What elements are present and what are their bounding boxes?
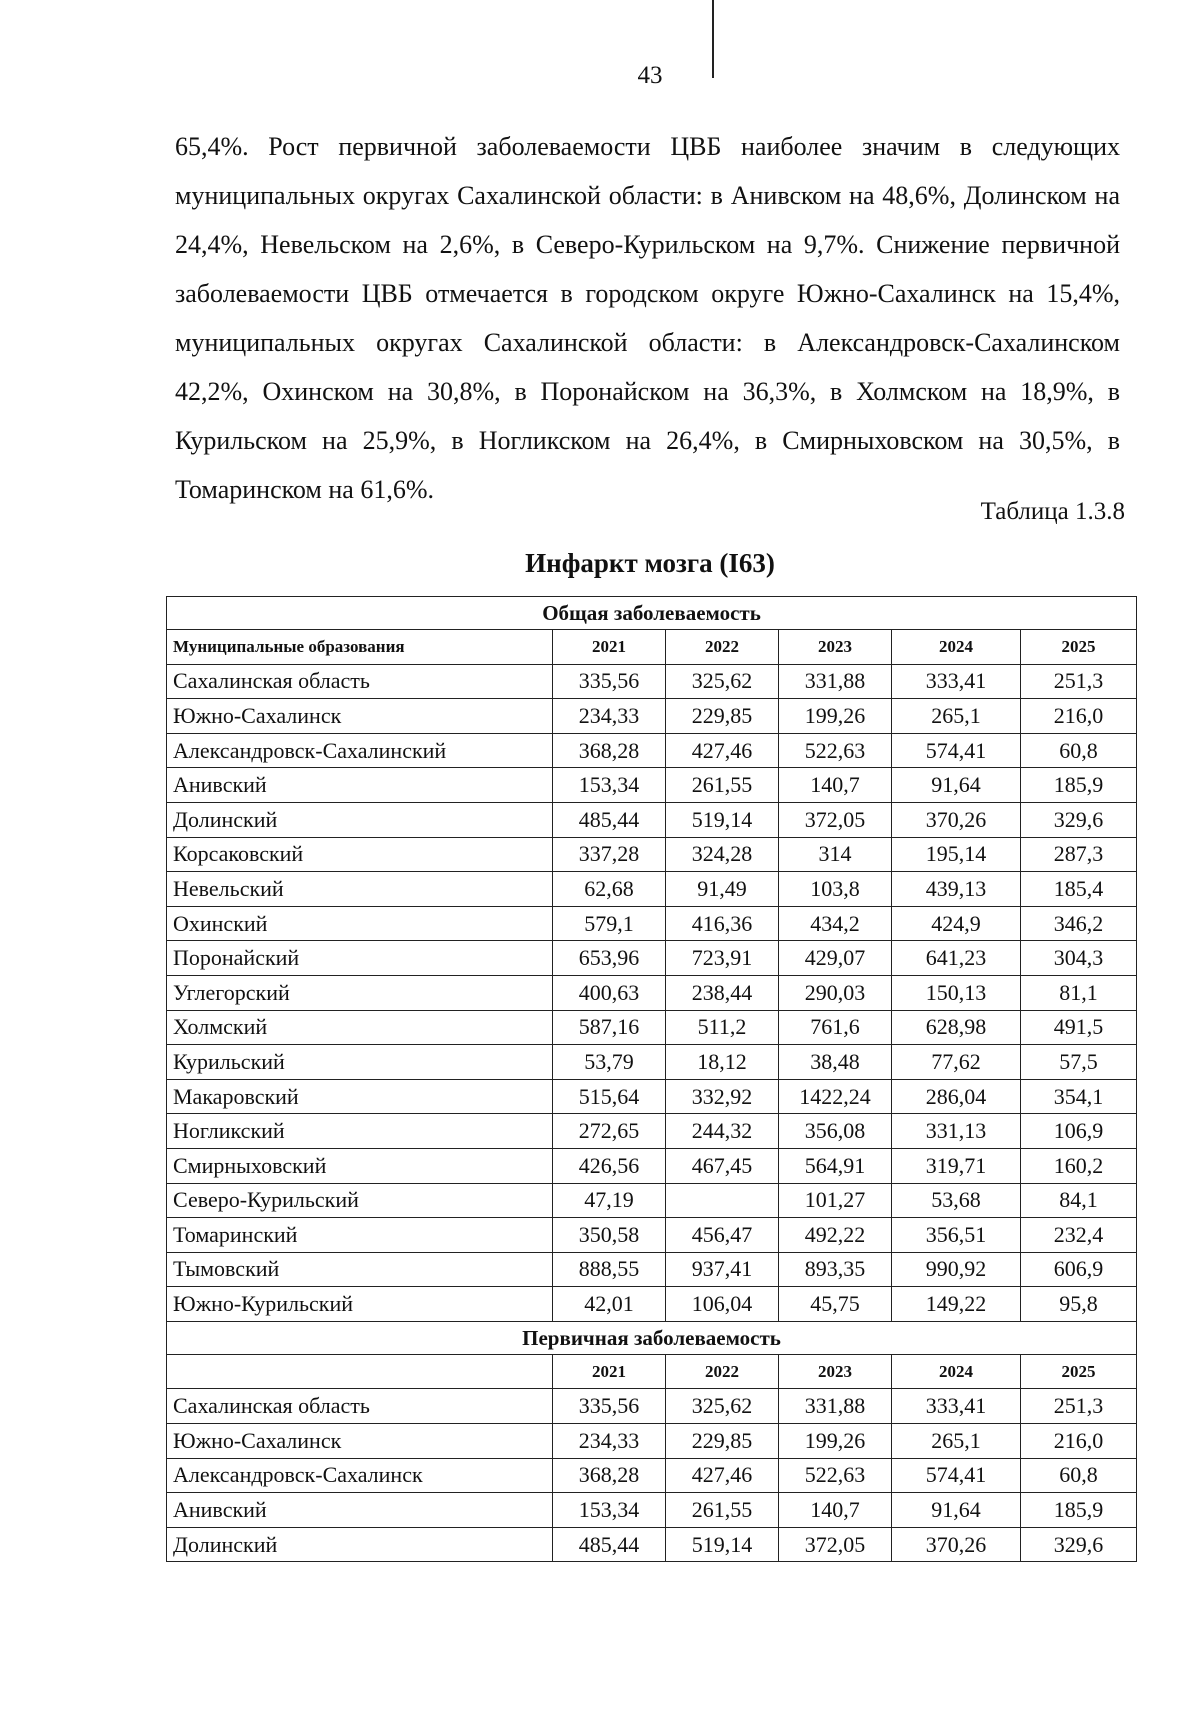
table-cell-value: 492,22 [779,1218,892,1253]
table-cell-value: 150,13 [892,975,1021,1010]
header-row [167,1354,1137,1389]
table-cell-value: 372,05 [779,1527,892,1562]
table-cell-value: 424,9 [892,906,1021,941]
table-cell-value: 140,7 [779,768,892,803]
table-cell-value: 335,56 [553,664,666,699]
table-row [167,1079,1137,1114]
section-title: Общая заболеваемость [167,597,1137,630]
table-cell-value: 229,85 [666,699,779,734]
table-cell-value: 60,8 [1021,1458,1137,1493]
table-cell-value: 335,56 [553,1389,666,1424]
table-cell-value: 331,88 [779,1389,892,1424]
column-header-year: 2023 [779,630,892,665]
table-cell-value: 272,65 [553,1114,666,1149]
table-row [167,664,1137,699]
row-municipality-name: Поронайский [167,941,553,976]
table-cell-value: 427,46 [666,1458,779,1493]
column-header-municipality: Муниципальные образования [167,630,553,665]
table-cell-value: 564,91 [779,1148,892,1183]
column-header-year: 2021 [553,1354,666,1389]
table-cell-value: 331,88 [779,664,892,699]
table-row [167,1010,1137,1045]
table-cell-value: 439,13 [892,872,1021,907]
section-title-row [167,1321,1137,1354]
table-cell-value: 84,1 [1021,1183,1137,1218]
table-cell-value: 346,2 [1021,906,1137,941]
table-cell-value: 491,5 [1021,1010,1137,1045]
table-cell-value: 91,64 [892,768,1021,803]
table-row [167,768,1137,803]
row-municipality-name: Корсаковский [167,837,553,872]
column-header-year: 2023 [779,1354,892,1389]
table-cell-value: 265,1 [892,699,1021,734]
table-cell-value: 77,62 [892,1045,1021,1080]
row-municipality-name: Южно-Курильский [167,1287,553,1322]
table-cell-value: 53,68 [892,1183,1021,1218]
table-cell-value: 185,4 [1021,872,1137,907]
table-cell-value: 287,3 [1021,837,1137,872]
table-row [167,1148,1137,1183]
table-cell-value: 251,3 [1021,664,1137,699]
table-cell-value: 937,41 [666,1252,779,1287]
table-cell-value: 761,6 [779,1010,892,1045]
table-cell-value: 427,46 [666,733,779,768]
table-cell-value: 91,64 [892,1493,1021,1528]
table-cell-value: 319,71 [892,1148,1021,1183]
table-cell-value: 606,9 [1021,1252,1137,1287]
table-row [167,1458,1137,1493]
incidence-table-body [167,597,1137,1562]
table-cell-value: 370,26 [892,1527,1021,1562]
table-cell-value: 62,68 [553,872,666,907]
section-title: Первичная заболеваемость [167,1321,1137,1354]
row-municipality-name: Ногликский [167,1114,553,1149]
column-header-year: 2022 [666,630,779,665]
row-municipality-name: Томаринский [167,1218,553,1253]
header-row [167,630,1137,665]
table-cell-value: 57,5 [1021,1045,1137,1080]
column-header-year: 2025 [1021,1354,1137,1389]
table-cell-value: 1422,24 [779,1079,892,1114]
table-cell-value: 519,14 [666,1527,779,1562]
table-cell-value: 234,33 [553,1424,666,1459]
table-cell-value: 91,49 [666,872,779,907]
table-cell-value: 332,92 [666,1079,779,1114]
table-cell-value: 723,91 [666,941,779,976]
table-cell-value: 251,3 [1021,1389,1137,1424]
table-cell-value: 304,3 [1021,941,1137,976]
table-cell-value: 579,1 [553,906,666,941]
row-municipality-name: Углегорский [167,975,553,1010]
table-cell-value: 106,9 [1021,1114,1137,1149]
table-row [167,802,1137,837]
row-municipality-name: Анивский [167,1493,553,1528]
table-cell-value: 261,55 [666,768,779,803]
table-cell-value: 333,41 [892,664,1021,699]
table-cell-value: 95,8 [1021,1287,1137,1322]
table-cell-value: 485,44 [553,1527,666,1562]
table-cell-value: 511,2 [666,1010,779,1045]
table-cell-value: 356,08 [779,1114,892,1149]
table-cell-value: 149,22 [892,1287,1021,1322]
table-cell-value: 356,51 [892,1218,1021,1253]
table-row [167,1183,1137,1218]
table-cell-value: 888,55 [553,1252,666,1287]
table-cell-value: 628,98 [892,1010,1021,1045]
table-cell-value: 372,05 [779,802,892,837]
table-cell-value: 354,1 [1021,1079,1137,1114]
row-municipality-name: Александровск-Сахалинск [167,1458,553,1493]
table-cell-value: 329,6 [1021,802,1137,837]
column-header-year: 2025 [1021,630,1137,665]
row-municipality-name: Анивский [167,768,553,803]
table-cell-value: 325,62 [666,664,779,699]
row-municipality-name: Охинский [167,906,553,941]
table-cell-value: 426,56 [553,1148,666,1183]
table-cell-value: 434,2 [779,906,892,941]
table-cell-value: 574,41 [892,733,1021,768]
table-cell-value: 185,9 [1021,768,1137,803]
table-cell-value: 238,44 [666,975,779,1010]
table-cell-value: 368,28 [553,733,666,768]
column-header-municipality [167,1354,553,1389]
table-cell-value: 140,7 [779,1493,892,1528]
table-cell-value: 368,28 [553,1458,666,1493]
table-cell-value: 467,45 [666,1148,779,1183]
table-cell-value: 199,26 [779,1424,892,1459]
section-title-row [167,597,1137,630]
table-row [167,1045,1137,1080]
table-cell-value: 53,79 [553,1045,666,1080]
table-cell-value: 522,63 [779,1458,892,1493]
table-cell-value: 234,33 [553,699,666,734]
table-cell-value: 337,28 [553,837,666,872]
table-cell-value: 325,62 [666,1389,779,1424]
row-municipality-name: Холмский [167,1010,553,1045]
table-row [167,1389,1137,1424]
table-caption: Таблица 1.3.8 [980,498,1125,525]
table-cell-value: 232,4 [1021,1218,1137,1253]
row-municipality-name: Курильский [167,1045,553,1080]
body-paragraph: 65,4%. Рост первичной заболеваемости ЦВБ наиболее значим в следующих муниципальных округах Сахалинской области: в Анивском на 48,6%, Долинском на 24,4%, Невельском на 2,6%, в Северо-Курильском на 9,7%. Снижение первичной заболеваемости ЦВБ отмечается в городском округе Южно-Сахалинск на 15,4%, муниципальных округах Сахалинской области: в Александровск-Сахалинском 42,2%, Охинском на 30,8%, в Поронайском на 36,3%, в Холмском на 18,9%, в Курильском на 25,9%, в Ногликском на 26,4%, в Смирныховском на 30,5%, в Томаринском на 61,6%. [175,132,1120,504]
table-row [167,837,1137,872]
row-municipality-name: Смирныховский [167,1148,553,1183]
table-cell-value: 515,64 [553,1079,666,1114]
table-cell-value: 653,96 [553,941,666,976]
table-cell-value: 265,1 [892,1424,1021,1459]
row-municipality-name: Северо-Курильский [167,1183,553,1218]
table-row [167,733,1137,768]
row-municipality-name: Тымовский [167,1252,553,1287]
table-cell-value: 400,63 [553,975,666,1010]
table-cell-value: 587,16 [553,1010,666,1045]
table-cell-value: 329,6 [1021,1527,1137,1562]
table-cell-value: 101,27 [779,1183,892,1218]
table-row [167,975,1137,1010]
table-cell-value: 153,34 [553,768,666,803]
table-cell-value: 18,12 [666,1045,779,1080]
incidence-table [166,596,1137,1562]
table-cell-value: 522,63 [779,733,892,768]
table-row [167,1252,1137,1287]
table-cell-value: 261,55 [666,1493,779,1528]
row-municipality-name: Долинский [167,1527,553,1562]
table-cell-value: 519,14 [666,802,779,837]
row-municipality-name: Долинский [167,802,553,837]
table-cell-value: 153,34 [553,1493,666,1528]
table-cell-value: 38,48 [779,1045,892,1080]
row-municipality-name: Сахалинская область [167,1389,553,1424]
row-municipality-name: Сахалинская область [167,664,553,699]
table-cell-value: 60,8 [1021,733,1137,768]
table-row [167,1218,1137,1253]
table-row [167,906,1137,941]
row-municipality-name: Макаровский [167,1079,553,1114]
table-cell-value: 199,26 [779,699,892,734]
table-cell-value: 416,36 [666,906,779,941]
table-cell-value: 350,58 [553,1218,666,1253]
table-cell-value: 485,44 [553,802,666,837]
table-cell-value: 216,0 [1021,699,1137,734]
page-number: 43 [637,62,663,89]
table-row [167,1527,1137,1562]
table-cell-value: 324,28 [666,837,779,872]
table-cell-value: 106,04 [666,1287,779,1322]
table-cell-value: 45,75 [779,1287,892,1322]
table-cell-value: 456,47 [666,1218,779,1253]
table-cell-value: 314 [779,837,892,872]
table-cell-value: 290,03 [779,975,892,1010]
row-municipality-name: Невельский [167,872,553,907]
table-cell-value: 331,13 [892,1114,1021,1149]
table-row [167,1114,1137,1149]
table-row [167,1287,1137,1322]
table-cell-value: 195,14 [892,837,1021,872]
table-cell-value: 244,32 [666,1114,779,1149]
table-cell-value: 229,85 [666,1424,779,1459]
table-row [167,1493,1137,1528]
table-cell-value: 429,07 [779,941,892,976]
table-cell-value: 893,35 [779,1252,892,1287]
column-header-year: 2022 [666,1354,779,1389]
table-row [167,941,1137,976]
table-row [167,872,1137,907]
table-cell-value: 42,01 [553,1287,666,1322]
column-header-year: 2024 [892,1354,1021,1389]
table-cell-value: 47,19 [553,1183,666,1218]
table-row [167,699,1137,734]
row-municipality-name: Александровск-Сахалинский [167,733,553,768]
table-cell-value: 185,9 [1021,1493,1137,1528]
table-row [167,1424,1137,1459]
table-title: Инфаркт мозга (I63) [525,548,775,578]
table-cell-value [666,1183,779,1218]
table-cell-value: 641,23 [892,941,1021,976]
table-cell-value: 286,04 [892,1079,1021,1114]
column-header-year: 2024 [892,630,1021,665]
table-cell-value: 103,8 [779,872,892,907]
column-header-year: 2021 [553,630,666,665]
row-municipality-name: Южно-Сахалинск [167,1424,553,1459]
table-cell-value: 990,92 [892,1252,1021,1287]
row-municipality-name: Южно-Сахалинск [167,699,553,734]
table-cell-value: 370,26 [892,802,1021,837]
table-cell-value: 333,41 [892,1389,1021,1424]
table-cell-value: 160,2 [1021,1148,1137,1183]
table-cell-value: 574,41 [892,1458,1021,1493]
table-cell-value: 81,1 [1021,975,1137,1010]
table-cell-value: 216,0 [1021,1424,1137,1459]
